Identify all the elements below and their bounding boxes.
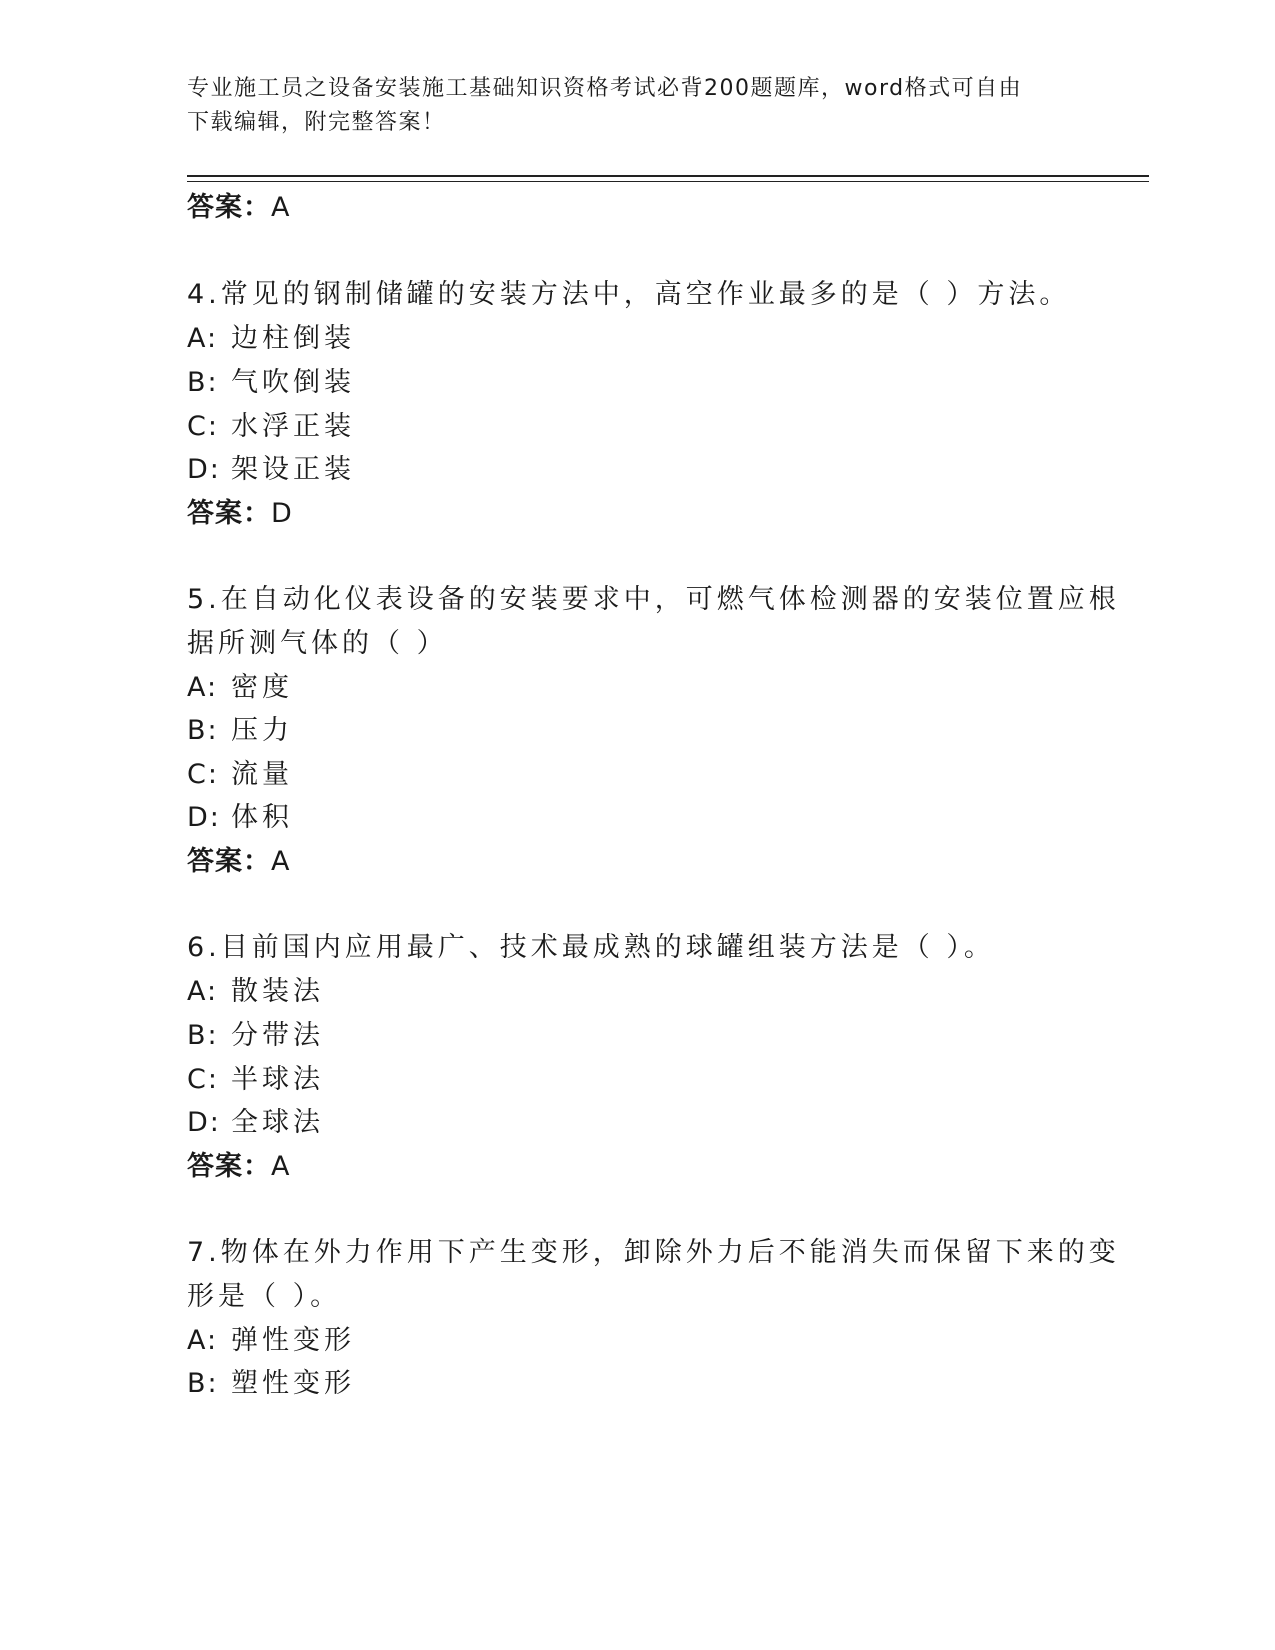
option-text: 密度 [231, 672, 293, 703]
option-letter: B: [187, 715, 219, 746]
answer-label: 答案： [187, 498, 271, 529]
question-6-option-c [187, 1057, 324, 1096]
option-letter: A: [187, 672, 219, 703]
option-text: 弹性变形 [231, 1325, 355, 1356]
option-text: 塑性变形 [231, 1368, 355, 1399]
answer-value: A [271, 192, 291, 223]
answer-value: D [271, 498, 293, 529]
question-5-option-a [187, 665, 293, 704]
option-text: 架设正装 [231, 454, 355, 485]
option-text: 全球法 [231, 1107, 324, 1138]
option-letter: A: [187, 1325, 219, 1356]
option-text: 分带法 [231, 1020, 324, 1051]
question-6-option-a [187, 969, 324, 1008]
option-letter: A: [187, 976, 219, 1007]
option-text: 压力 [231, 715, 293, 746]
question-5-text-line-2: 据所测气体的（ ） [187, 628, 448, 659]
option-text: 体积 [231, 802, 293, 833]
option-text: 水浮正装 [231, 411, 355, 442]
question-7-option-b [187, 1361, 355, 1400]
answer-line-prev [187, 185, 290, 224]
option-letter: A: [187, 323, 219, 354]
header-line-1: 专业施工员之设备安装施工基础知识资格考试必背200题题库，word格式可自由 [187, 76, 1023, 101]
option-letter: C: [187, 411, 219, 442]
answer-value: A [271, 1151, 291, 1182]
question-6-option-d [187, 1100, 324, 1139]
question-4-answer [187, 491, 293, 530]
option-letter: B: [187, 1020, 219, 1051]
option-letter: B: [187, 367, 219, 398]
question-5-option-c [187, 752, 293, 791]
question-5-text-line-1: 5.在自动化仪表设备的安装要求中，可燃气体检测器的安装位置应根 [187, 584, 1120, 615]
question-7-text-line-1: 7.物体在外力作用下产生变形，卸除外力后不能消失而保留下来的变 [187, 1237, 1120, 1268]
option-letter: D: [187, 802, 221, 833]
option-letter: B: [187, 1368, 219, 1399]
question-6-answer [187, 1144, 290, 1183]
header-rule-thick [187, 175, 1149, 177]
option-letter: C: [187, 1064, 219, 1095]
option-text: 边柱倒装 [231, 323, 355, 354]
question-5-option-d [187, 795, 293, 834]
option-text: 散装法 [231, 976, 324, 1007]
question-5-option-b [187, 708, 293, 747]
option-letter: D: [187, 1107, 221, 1138]
question-6-option-b [187, 1013, 324, 1052]
question-4-text: 4.常见的钢制储罐的安装方法中，高空作业最多的是（ ）方法。 [187, 279, 1071, 310]
question-6-text: 6.目前国内应用最广、技术最成熟的球罐组装方法是（ ）。 [187, 932, 995, 963]
option-text: 气吹倒装 [231, 367, 355, 398]
option-text: 流量 [231, 759, 293, 790]
answer-label: 答案： [187, 846, 271, 877]
option-letter: C: [187, 759, 219, 790]
answer-value: A [271, 846, 291, 877]
question-7-option-a [187, 1318, 355, 1357]
option-letter: D: [187, 454, 221, 485]
header-rule-thin [187, 181, 1149, 182]
question-4-option-a [187, 316, 355, 355]
question-5-answer [187, 839, 290, 878]
document-header [187, 72, 1067, 140]
question-7-text-line-2: 形是（ ）。 [187, 1281, 342, 1312]
answer-label: 答案： [187, 192, 271, 223]
question-4-option-d [187, 447, 355, 486]
option-text: 半球法 [231, 1064, 324, 1095]
question-4-option-b [187, 360, 355, 399]
question-4-option-c [187, 404, 355, 443]
answer-label: 答案： [187, 1151, 271, 1182]
header-line-2: 下载编辑，附完整答案！ [187, 110, 446, 135]
